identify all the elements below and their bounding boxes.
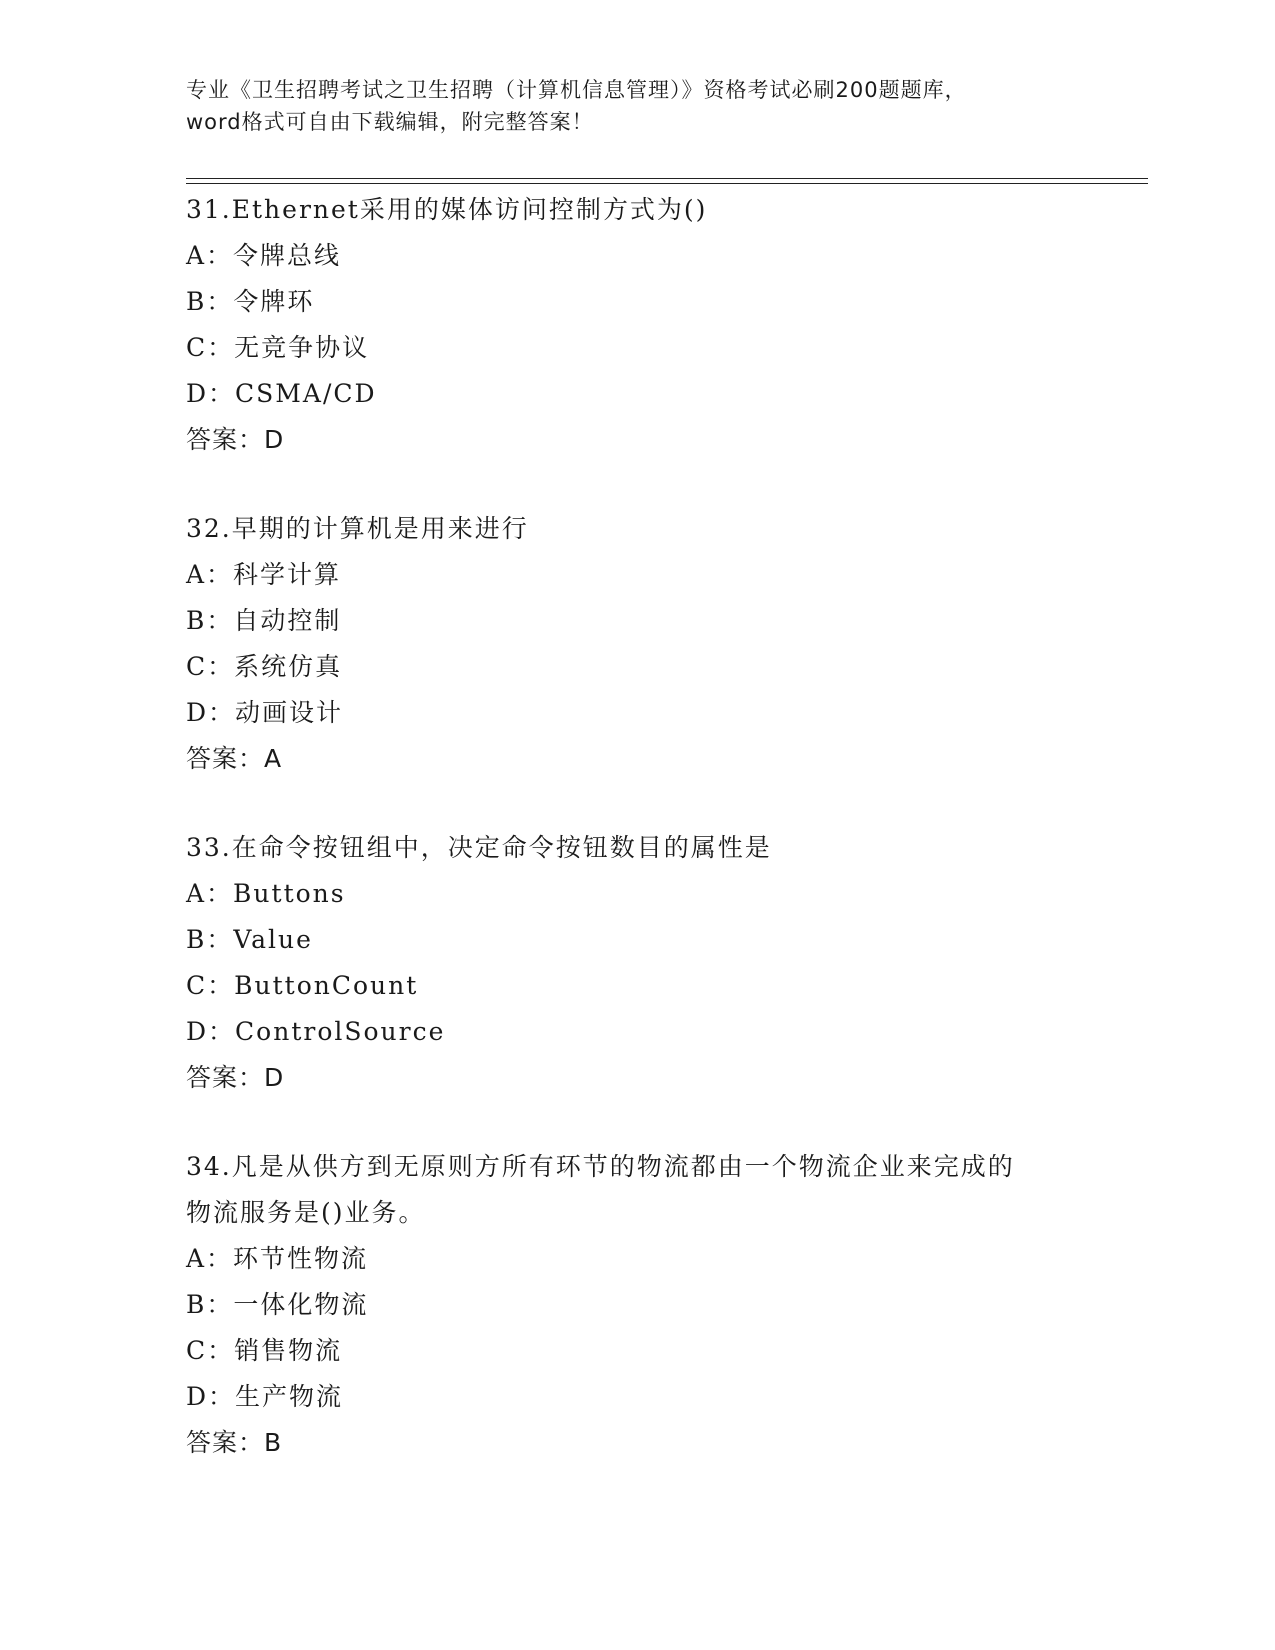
header-divider-bottom (186, 183, 1148, 184)
answer-line: 答案：D (186, 1063, 285, 1092)
header-line-1: 专业《卫生招聘考试之卫生招聘（计算机信息管理）》资格考试必刷200题题库， (186, 78, 967, 102)
option-d: D：ControlSource (186, 1017, 446, 1046)
option-c: C：销售物流 (186, 1336, 343, 1365)
option-c: C：系统仿真 (186, 652, 343, 681)
answer-line: 答案：D (186, 425, 285, 454)
option-d: D：CSMA/CD (186, 379, 377, 408)
option-b: B：自动控制 (186, 606, 342, 635)
question-32 (186, 506, 1086, 782)
question-34 (186, 1144, 1086, 1466)
question-33 (186, 825, 1086, 1101)
question-31 (186, 187, 1086, 463)
option-c: C：无竞争协议 (186, 333, 370, 362)
question-stem-continued: 物流服务是()业务。 (186, 1198, 426, 1227)
option-a: A：科学计算 (186, 560, 342, 589)
option-d: D：生产物流 (186, 1382, 344, 1411)
question-stem: 32.早期的计算机是用来进行 (186, 514, 529, 543)
question-stem: 34.凡是从供方到无原则方所有环节的物流都由一个物流企业来完成的 (186, 1152, 1015, 1181)
option-b: B：一体化物流 (186, 1290, 369, 1319)
option-a: A：环节性物流 (186, 1244, 369, 1273)
option-a: A：令牌总线 (186, 241, 342, 270)
option-a: A：Buttons (186, 879, 346, 908)
option-b: B：令牌环 (186, 287, 315, 316)
answer-line: 答案：B (186, 1428, 283, 1457)
question-stem: 33.在命令按钮组中，决定命令按钮数目的属性是 (186, 833, 772, 862)
option-c: C：ButtonCount (186, 971, 419, 1000)
document-header (186, 74, 1086, 138)
option-b: B：Value (186, 925, 313, 954)
question-stem: 31.Ethernet采用的媒体访问控制方式为() (186, 195, 708, 224)
header-divider-top (186, 178, 1148, 179)
answer-line: 答案：A (186, 744, 283, 773)
header-line-2: word格式可自由下载编辑，附完整答案！ (186, 110, 594, 134)
option-d: D：动画设计 (186, 698, 344, 727)
